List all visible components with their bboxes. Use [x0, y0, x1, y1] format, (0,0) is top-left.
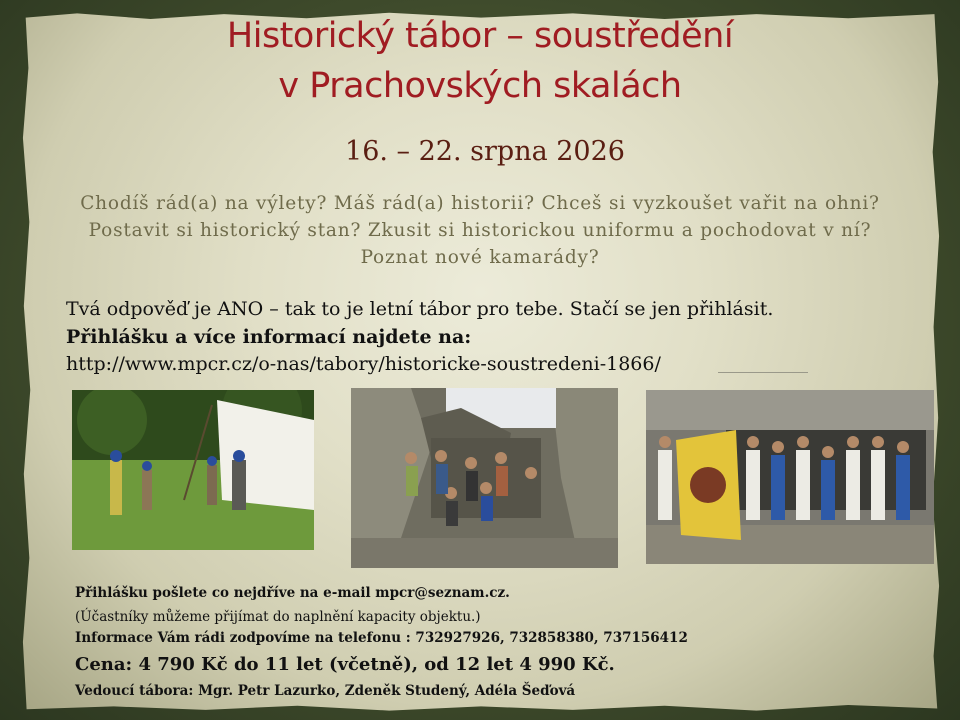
url-underline	[718, 372, 808, 373]
title-line-1: Historický tábor – soustředění	[226, 16, 734, 56]
rocks-group-photo	[351, 388, 618, 568]
capacity-note: (Účastníky můžeme přijímat do naplnění kapacity objektu.)	[75, 609, 481, 625]
uniformed-group-illustration	[646, 390, 934, 564]
info-url[interactable]: http://www.mpcr.cz/o-nas/tabory/historicke-soustredeni-1866/	[66, 353, 661, 375]
answer-text: Tvá odpověď je ANO – tak to je letní tábor pro tebe. Stačí se jen přihlásit.	[66, 298, 774, 320]
phone-line: Informace Vám rádi zodpovíme na telefonu : 732927926, 732858380, 737156412	[75, 630, 688, 646]
uniformed-group-photo	[646, 390, 934, 564]
email-line: Přihlášku pošlete co nejdříve na e-mail mpcr@seznam.cz.	[75, 585, 510, 601]
rocks-group-illustration	[351, 388, 618, 568]
intro-text: Chodíš rád(a) na výlety? Máš rád(a) historii? Chceš si vyzkoušet vařit na ohni? Postavit si historický stan? Zkusit si historickou uniformu a pochodovat v ní? Poznat nové kamarády?	[80, 193, 880, 268]
signup-heading: Přihlášku a více informací najdete na:	[66, 326, 472, 348]
leaders-line: Vedoucí tábora: Mgr. Petr Lazurko, Zdeněk Studený, Adéla Šeďová	[75, 683, 576, 699]
camp-tent-illustration	[72, 390, 314, 550]
title-line-2: v Prachovských skalách	[278, 66, 682, 106]
camp-tent-photo	[72, 390, 314, 550]
price-line: Cena: 4 790 Kč do 11 let (včetně), od 12 let 4 990 Kč.	[75, 654, 615, 675]
event-date: 16. – 22. srpna 2026	[345, 136, 625, 167]
